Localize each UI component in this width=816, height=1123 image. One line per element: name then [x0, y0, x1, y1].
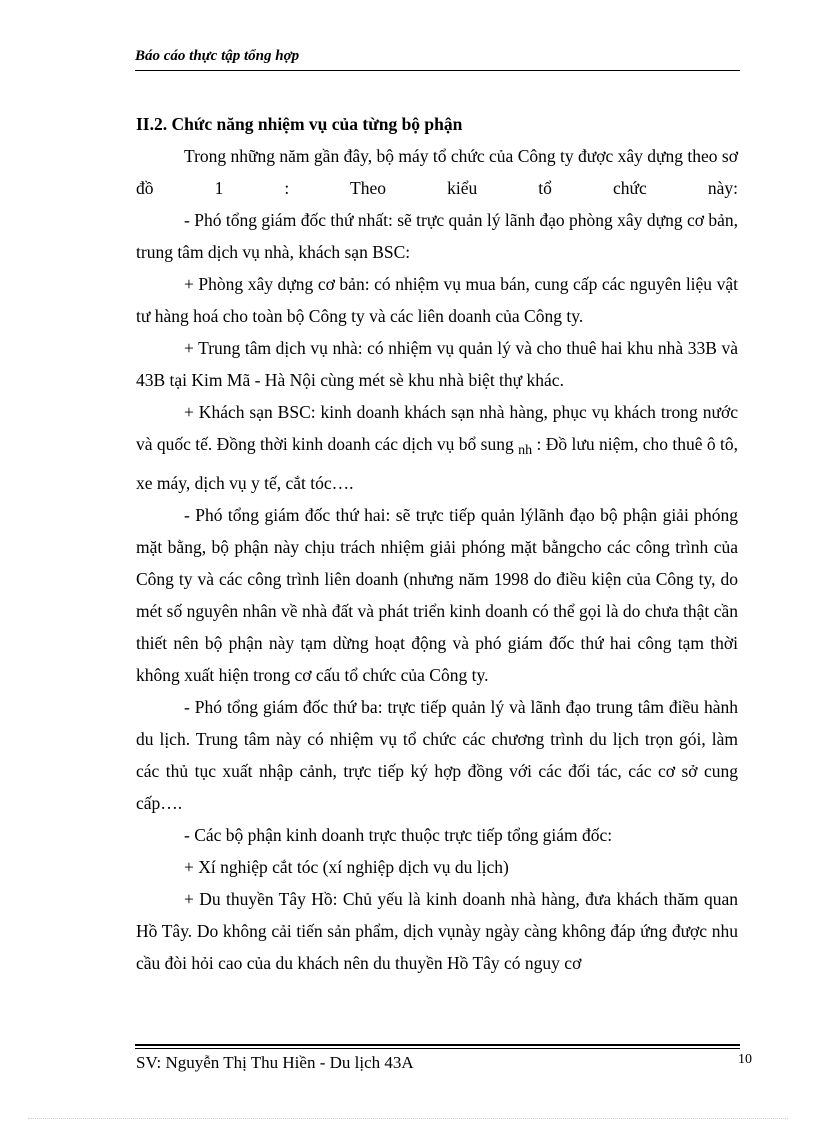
page-bottom-dotted-line [28, 1118, 788, 1119]
hotel-subscript: nh [518, 443, 533, 458]
paragraph-construction-dept: + Phòng xây dựng cơ bản: có nhiệm vụ mua bán, cung cấp các nguyên liệu vật tư hàng hoá cho toàn bộ Công ty và các liên doanh của Công ty. [136, 274, 738, 326]
paragraph-hotel [136, 396, 738, 499]
paragraph-deputy-3: - Phó tổng giám đốc thứ ba: trực tiếp quản lý và lãnh đạo trung tâm điều hành du lịch. Trung tâm này có nhiệm vụ tổ chức các chương trình du lịch trọn gói, làm các thủ tục xuất nhập cảnh, trực tiếp ký hợp đồng với các đối tác, các cơ sở cung cấp…. [136, 697, 738, 813]
footer-rule-thin [135, 1048, 740, 1049]
footer-author: SV: Nguyễn Thị Thu Hiền - Du lịch 43A [136, 1053, 414, 1072]
header-rule [135, 70, 740, 71]
hotel-text-a: + Khách sạn BSC: kinh doanh khách sạn nhà hàng, phục vụ khách trong nước và quốc tế. Đồng thời kinh doanh các dịch vụ bổ sung [136, 402, 738, 454]
footer-rule [135, 1044, 740, 1046]
section-heading: II.2. Chức năng nhiệm vụ của từng bộ phận [136, 114, 463, 134]
paragraph-housing-center: + Trung tâm dịch vụ nhà: có nhiệm vụ quản lý và cho thuê hai khu nhà 33B và 43B tại Kim Mã - Hà Nội cùng mét sè khu nhà biệt thự khác. [136, 338, 738, 390]
page-number: 10 [738, 1052, 752, 1067]
running-header: Báo cáo thực tập tổng hợp [135, 48, 300, 64]
paragraph-west-lake-cruise: + Du thuyền Tây Hồ: Chủ yếu là kinh doanh nhà hàng, đưa khách thăm quan Hồ Tây. Do không cải tiến sản phẩm, dịch vụnày ngày càng không đáp ứng được nhu cầu đòi hỏi cao của du khách nên du thuyền Hồ Tây có nguy cơ [136, 889, 738, 973]
page-body [136, 108, 738, 979]
hotel-text-b: : Đồ lưu niệm, cho thuê ô tô, xe máy, dịch vụ y tế, cắt tóc…. [136, 434, 739, 493]
paragraph-deputy-1: - Phó tổng giám đốc thứ nhất: sẽ trực quản lý lãnh đạo phòng xây dựng cơ bản, trung tâm dịch vụ nhà, khách sạn BSC: [136, 210, 738, 262]
paragraph-intro: Trong những năm gần đây, bộ máy tổ chức của Công ty được xây dựng theo sơ đồ 1 : Theo kiểu tổ chức này: [136, 146, 738, 198]
paragraph-business-units: - Các bộ phận kinh doanh trực thuộc trực tiếp tổng giám đốc: [184, 825, 613, 845]
paragraph-deputy-2: - Phó tổng giám đốc thứ hai: sẽ trực tiếp quản lýlãnh đạo bộ phận giải phóng mặt bằng, bộ phận này chịu trách nhiệm giải phóng mặt bằngcho các công trình của Công ty và các công trình liên doanh (nhưng năm 1998 do điều kiện của Công ty, do mét số nguyên nhân về nhà đất và phát triển kinh doanh có thể gọi là do chưa thật cần thiết nên bộ phận này tạm dừng hoạt động và phó giám đốc thứ hai công tạm thời không xuất hiện trong cơ cấu tổ chức của Công ty. [136, 505, 738, 685]
paragraph-barber: + Xí nghiệp cắt tóc (xí nghiệp dịch vụ du lịch) [184, 857, 509, 877]
